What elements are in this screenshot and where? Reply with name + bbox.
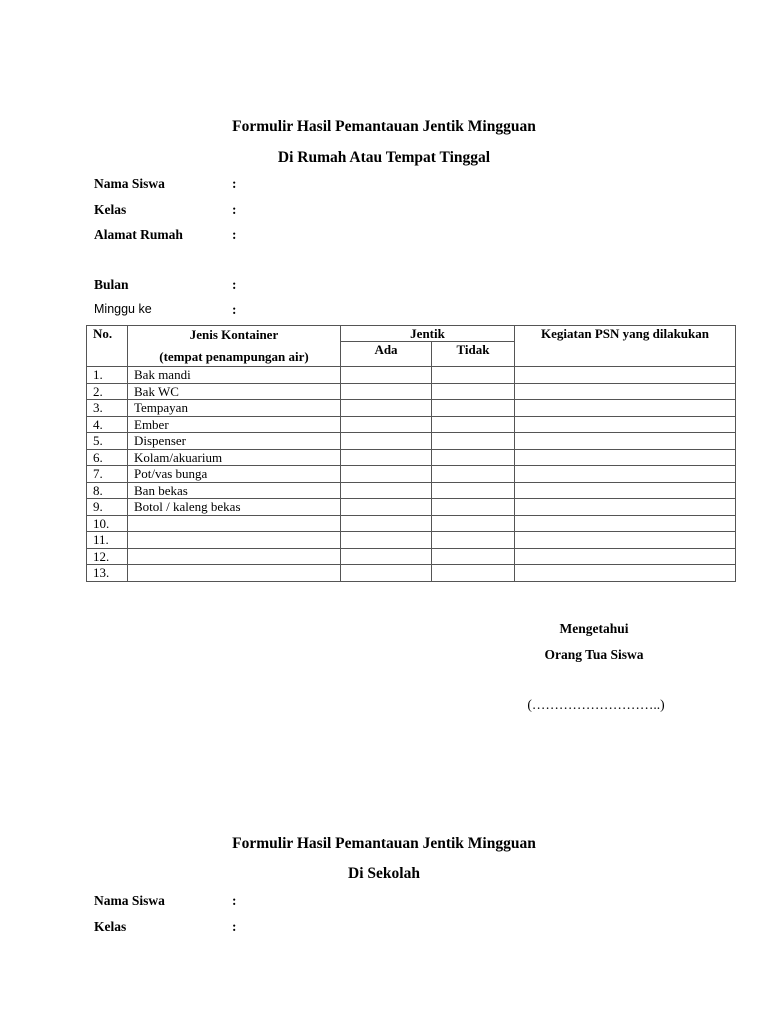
row-no: 7. (87, 466, 128, 483)
table-row (87, 466, 736, 483)
kelas-colon: : (232, 202, 237, 217)
cell-tidak[interactable] (432, 548, 515, 565)
form2-title: Formulir Hasil Pemantauan Jentik Mingguan (232, 835, 536, 852)
table-row (87, 416, 736, 433)
table-row (87, 499, 736, 516)
header-jenis-label: Jenis Kontainer (189, 327, 279, 342)
cell-tidak[interactable] (432, 383, 515, 400)
row-no: 6. (87, 449, 128, 466)
header-kegiatan-label: Kegiatan PSN yang dilakukan (541, 326, 709, 341)
cell-ada[interactable] (341, 449, 432, 466)
row-no: 2. (87, 383, 128, 400)
orang-tua-label: Orang Tua Siswa (544, 647, 644, 662)
row-no: 8. (87, 482, 128, 499)
row-jenis: Tempayan (128, 400, 341, 417)
row-jenis[interactable] (128, 565, 341, 582)
cell-kegiatan[interactable] (515, 515, 736, 532)
form2-nama-siswa-colon: : (232, 893, 237, 908)
cell-ada[interactable] (341, 433, 432, 450)
signature-line[interactable]: (………………………..) (527, 697, 665, 712)
row-no: 3. (87, 400, 128, 417)
table-row (87, 433, 736, 450)
header-ada (341, 342, 432, 367)
row-no: 5. (87, 433, 128, 450)
cell-tidak[interactable] (432, 416, 515, 433)
row-jenis: Ban bekas (128, 482, 341, 499)
cell-kegiatan[interactable] (515, 482, 736, 499)
cell-tidak[interactable] (432, 367, 515, 384)
form2-subtitle: Di Sekolah (348, 865, 420, 882)
header-tidak-label: Tidak (456, 342, 490, 357)
minggu-ke-label: Minggu ke (94, 302, 152, 316)
header-ada-label: Ada (374, 342, 398, 357)
cell-ada[interactable] (341, 416, 432, 433)
table-row (87, 482, 736, 499)
cell-ada[interactable] (341, 565, 432, 582)
form2-kelas-label: Kelas (94, 919, 127, 934)
row-no: 11. (87, 532, 128, 549)
row-no: 13. (87, 565, 128, 582)
mengetahui-label: Mengetahui (559, 621, 629, 636)
row-jenis[interactable] (128, 515, 341, 532)
cell-ada[interactable] (341, 532, 432, 549)
row-no: 4. (87, 416, 128, 433)
cell-ada[interactable] (341, 499, 432, 516)
table-row (87, 515, 736, 532)
cell-ada[interactable] (341, 548, 432, 565)
cell-kegiatan[interactable] (515, 499, 736, 516)
table-row (87, 449, 736, 466)
alamat-rumah-colon: : (232, 227, 237, 242)
cell-ada[interactable] (341, 367, 432, 384)
row-jenis: Dispenser (128, 433, 341, 450)
kelas-label: Kelas (94, 202, 127, 217)
row-jenis: Ember (128, 416, 341, 433)
table-row (87, 383, 736, 400)
cell-kegiatan[interactable] (515, 532, 736, 549)
header-no-label: No. (93, 326, 113, 341)
bulan-colon: : (232, 277, 237, 292)
table-row (87, 367, 736, 384)
row-jenis: Kolam/akuarium (128, 449, 341, 466)
cell-tidak[interactable] (432, 515, 515, 532)
header-jentik-label: Jentik (410, 326, 445, 341)
cell-ada[interactable] (341, 482, 432, 499)
cell-kegiatan[interactable] (515, 433, 736, 450)
nama-siswa-colon: : (232, 176, 237, 191)
cell-tidak[interactable] (432, 449, 515, 466)
cell-tidak[interactable] (432, 433, 515, 450)
cell-kegiatan[interactable] (515, 367, 736, 384)
cell-kegiatan[interactable] (515, 416, 736, 433)
row-jenis[interactable] (128, 532, 341, 549)
alamat-rumah-label: Alamat Rumah (94, 227, 183, 242)
cell-kegiatan[interactable] (515, 565, 736, 582)
table-row (87, 548, 736, 565)
cell-ada[interactable] (341, 383, 432, 400)
cell-ada[interactable] (341, 466, 432, 483)
table-row (87, 400, 736, 417)
row-no: 12. (87, 548, 128, 565)
table-row (87, 565, 736, 582)
cell-tidak[interactable] (432, 499, 515, 516)
row-jenis: Bak mandi (128, 367, 341, 384)
header-tidak (432, 342, 515, 367)
form1-title: Formulir Hasil Pemantauan Jentik Mingguan (232, 118, 536, 135)
cell-tidak[interactable] (432, 532, 515, 549)
form2-nama-siswa-label: Nama Siswa (94, 893, 165, 908)
cell-kegiatan[interactable] (515, 548, 736, 565)
cell-ada[interactable] (341, 515, 432, 532)
row-jenis: Botol / kaleng bekas (128, 499, 341, 516)
jentik-table (86, 325, 736, 582)
header-kegiatan (515, 326, 736, 367)
row-no: 10. (87, 515, 128, 532)
form2-kelas-colon: : (232, 919, 237, 934)
cell-kegiatan[interactable] (515, 449, 736, 466)
header-jenis-sublabel: (tempat penampungan air) (159, 349, 309, 364)
row-no: 1. (87, 367, 128, 384)
cell-kegiatan[interactable] (515, 383, 736, 400)
minggu-ke-colon: : (232, 302, 237, 317)
row-jenis: Bak WC (128, 383, 341, 400)
cell-tidak[interactable] (432, 466, 515, 483)
cell-kegiatan[interactable] (515, 466, 736, 483)
row-jenis[interactable] (128, 548, 341, 565)
cell-kegiatan[interactable] (515, 400, 736, 417)
cell-tidak[interactable] (432, 400, 515, 417)
cell-tidak[interactable] (432, 565, 515, 582)
header-jenis-kontainer (128, 326, 341, 367)
row-no: 9. (87, 499, 128, 516)
cell-ada[interactable] (341, 400, 432, 417)
form1-subtitle: Di Rumah Atau Tempat Tinggal (277, 149, 491, 166)
header-no (87, 326, 128, 367)
table-row (87, 532, 736, 549)
cell-tidak[interactable] (432, 482, 515, 499)
header-jentik (341, 326, 515, 342)
nama-siswa-label: Nama Siswa (94, 176, 165, 191)
bulan-label: Bulan (94, 277, 129, 292)
row-jenis: Pot/vas bunga (128, 466, 341, 483)
